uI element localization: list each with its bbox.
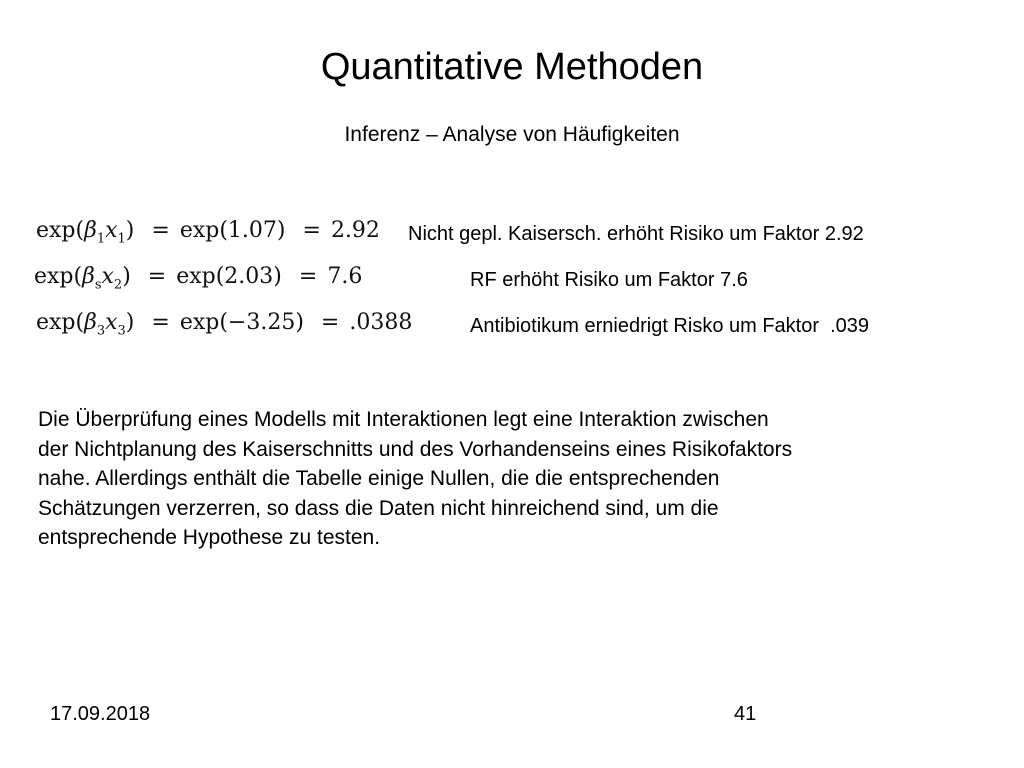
slide-subtitle: Inferenz – Analyse von Häufigkeiten [344, 123, 680, 146]
paragraph-line-1: Die Überprüfung eines Modells mit Interaktionen legt eine Interaktion zwischen [38, 408, 769, 431]
formula-1 [36, 216, 380, 254]
paragraph-line-5: entsprechende Hypothese zu testen. [38, 526, 381, 549]
formula-1-rhs-func: exp(1.07) [179, 218, 286, 243]
body-paragraph [38, 405, 988, 553]
formula-1-beta: β [84, 218, 97, 243]
formula-1-beta-sub: 1 [96, 231, 106, 247]
paragraph-line-3: nahe. Allerdings enthält die Tabelle einige Nullen, die die entsprechenden [38, 467, 720, 490]
formula-2-x-sub: 2 [113, 277, 123, 293]
formula-1-eq1: = [151, 218, 170, 243]
formula-3-x-sub: 3 [117, 323, 126, 339]
formula-3-eq2: = [320, 310, 340, 335]
formula-1-eq2: = [302, 218, 321, 243]
formula-3 [36, 308, 412, 346]
formula-1-x: x [105, 218, 118, 243]
formula-2-x: x [101, 264, 114, 289]
formula-3-x: x [105, 310, 118, 335]
formula-2-beta: β [82, 264, 95, 289]
formula-3-lhs-func: exp( [36, 310, 85, 335]
footer-page-number: 41 [734, 703, 757, 725]
formula-2-rhs-func: exp(2.03) [176, 264, 282, 289]
formula-2-lhs-func: exp( [34, 264, 83, 289]
formula-1-close: ) [125, 218, 135, 243]
formula-3-eq1: = [151, 310, 170, 335]
formula-3-rhs-func: exp(−3.25) [179, 310, 304, 335]
formula-2-eq1: = [147, 264, 167, 289]
formula-1-result: 2.92 [330, 218, 380, 243]
effect-text-1: Nicht gepl. Kaisersch. erhöht Risiko um Faktor 2.92 [408, 223, 864, 245]
formula-2-eq2: = [298, 264, 318, 289]
formula-2-close: ) [122, 264, 131, 289]
formula-3-beta-sub: 3 [96, 323, 106, 339]
effect-text-2: RF erhöht Risiko um Faktor 7.6 [470, 269, 748, 291]
formula-3-beta: β [84, 310, 97, 335]
formula-2 [34, 262, 362, 300]
footer-date: 17.09.2018 [50, 703, 151, 725]
paragraph-line-4: Schätzungen verzerren, so dass die Daten nicht hinreichend sind, um die [38, 496, 719, 520]
paragraph-line-2: der Nichtplanung des Kaiserschnitts und des Vorhandenseins eines Risikofaktors [38, 437, 793, 461]
formula-3-close: ) [125, 310, 135, 335]
formula-1-x-sub: 1 [117, 231, 126, 247]
formula-2-result: 7.6 [327, 264, 363, 289]
formula-3-result: .0388 [349, 310, 413, 335]
formula-2-beta-sub: s [94, 277, 102, 293]
formula-1-lhs-func: exp( [36, 218, 85, 243]
effect-text-3: Antibiotikum erniedrigt Risko um Faktor .039 [470, 315, 870, 337]
slide-title: Quantitative Methoden [320, 46, 704, 88]
